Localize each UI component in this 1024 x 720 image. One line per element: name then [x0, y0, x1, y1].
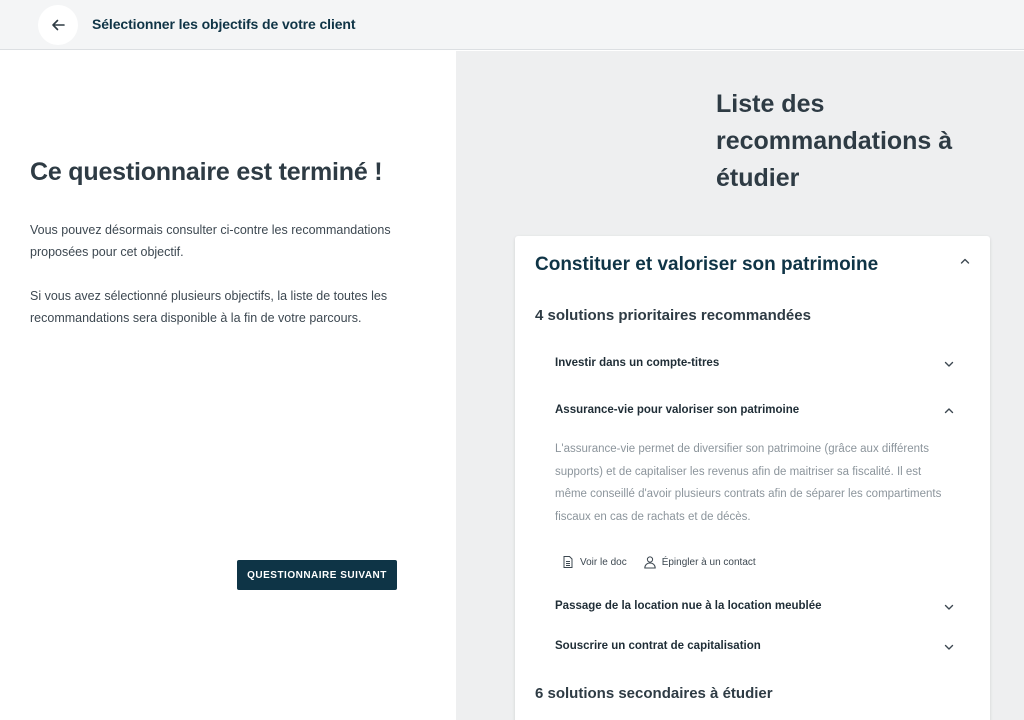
solution-label: Passage de la location nue à la location meublée	[555, 600, 822, 612]
chevron-down-icon	[943, 601, 955, 613]
next-questionnaire-button[interactable]: QUESTIONNAIRE SUIVANT	[237, 560, 397, 590]
solution-label: Investir dans un compte-titres	[555, 357, 720, 369]
chevron-up-icon	[943, 405, 955, 417]
recommendations-panel	[456, 51, 1024, 720]
arrow-left-icon	[50, 17, 66, 33]
top-bar	[0, 0, 1024, 50]
pin-contact-link[interactable]	[643, 555, 756, 569]
info-paragraph-1: Vous pouvez désormais consulter ci-contre les recommandations proposées pour cet objectif.	[30, 223, 391, 259]
left-panel	[0, 51, 456, 720]
chevron-down-icon	[943, 358, 955, 370]
solution-item-compte-titres[interactable]	[555, 353, 955, 375]
priority-solutions-title: 4 solutions prioritaires recommandées	[535, 307, 811, 324]
page-title: Sélectionner les objectifs de votre client	[92, 16, 356, 32]
view-doc-label: Voir le doc	[580, 556, 627, 568]
solution-item-capitalisation[interactable]	[555, 636, 955, 658]
chevron-down-icon	[943, 641, 955, 653]
secondary-solutions-title: 6 solutions secondaires à étudier	[535, 685, 773, 702]
back-button[interactable]	[38, 5, 78, 45]
solution-actions	[561, 552, 772, 572]
card-title: Constituer et valoriser son patrimoine	[535, 254, 879, 275]
solution-label: Assurance-vie pour valoriser son patrimoine	[555, 404, 800, 416]
pin-contact-label: Épingler à un contact	[661, 556, 756, 568]
user-icon	[643, 555, 657, 569]
recommendation-card	[515, 236, 990, 720]
completion-heading: Ce questionnaire est terminé !	[30, 158, 383, 186]
recommendations-heading: Liste des recommandations à étudier	[716, 90, 953, 192]
document-icon	[561, 555, 575, 569]
solution-item-assurance-vie[interactable]	[555, 400, 955, 422]
solution-item-location-meublee[interactable]	[555, 596, 955, 618]
view-doc-link[interactable]	[561, 555, 627, 569]
info-paragraph-2: Si vous avez sélectionné plusieurs objectifs, la liste de toutes les recommandations sera disponible à la fin de votre parcours.	[30, 289, 388, 325]
chevron-up-icon[interactable]	[958, 254, 972, 268]
solution-label: Souscrire un contrat de capitalisation	[555, 640, 761, 652]
solution-description: L'assurance-vie permet de diversifier son patrimoine (grâce aux différents supports) et de capitaliser les revenus afin de maitriser sa fiscalité. Il est même conseillé d'avoir plusieurs contrats afin de séparer les compartiments fiscaux en cas de rachats et de décès.	[555, 443, 942, 523]
